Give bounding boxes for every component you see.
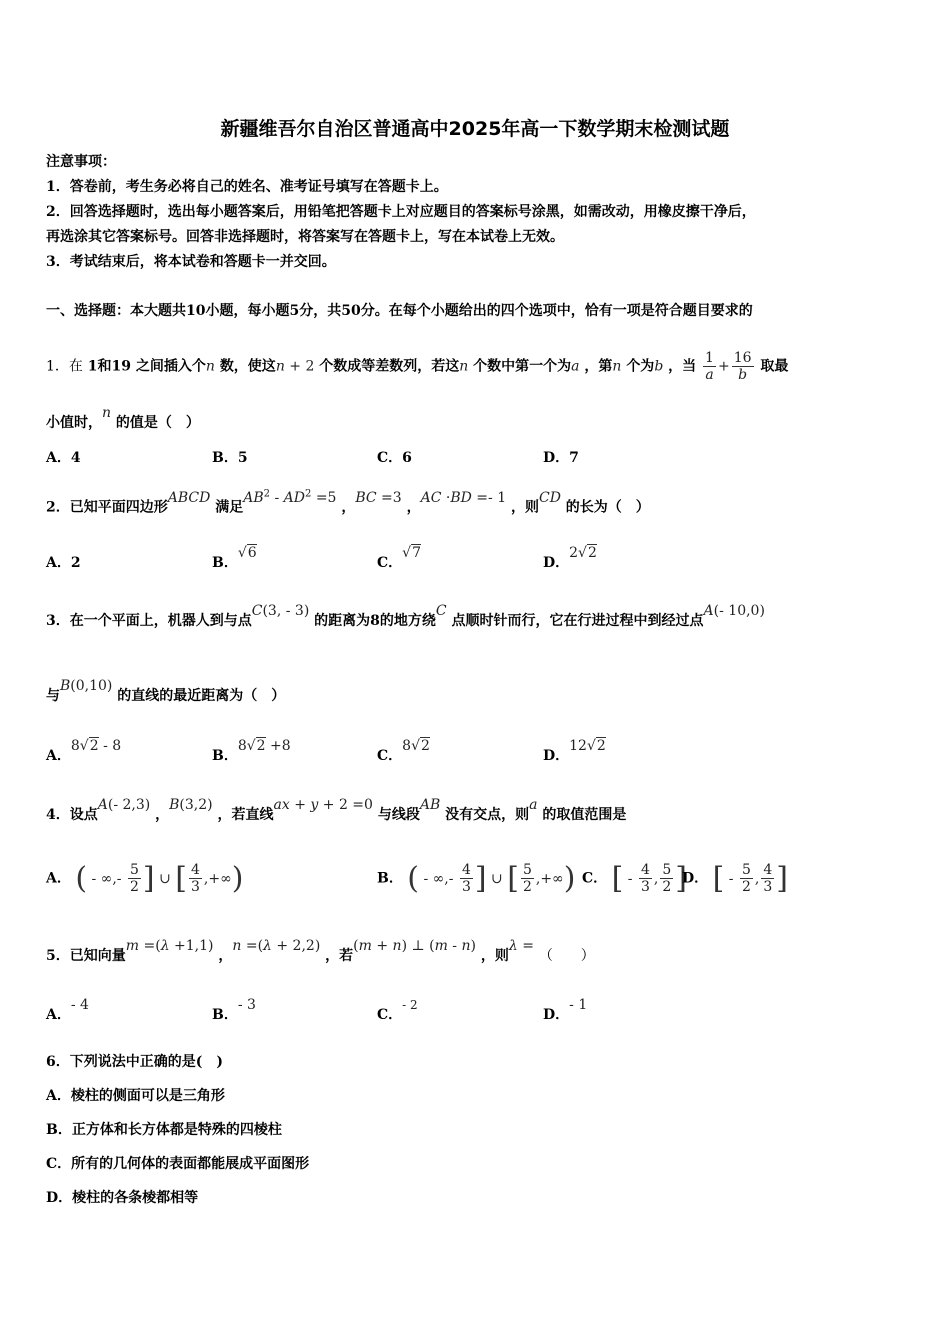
q3-text: 与 [46,688,60,704]
math-expr: [ - $\frac{4}{3}$ , $\frac{5}{2}$ ] [611,860,687,896]
q2-text: ， [341,499,356,516]
q1-text: ，第 [584,358,613,375]
question-4 [46,797,627,825]
option-value: - 3 [237,997,256,1013]
question-1-line-2 [46,405,200,433]
option-label: C． [377,555,403,571]
math-expr: n =(λ + 2,2) [232,938,321,954]
question-6: 6．下列说法中正确的是( ) [46,1054,223,1070]
option-d [682,862,788,895]
option-label: A． [46,870,71,887]
option-c [377,545,421,573]
option-a: A．2 [46,555,81,571]
math-expr: C(3, - 3) [251,603,310,619]
notice-item: 3．考试结束后，将本试卷和答题卡一并交回。 [46,254,336,270]
option-b [377,862,575,895]
option-label: A． [46,1007,71,1023]
math-expr: √7 [402,545,421,561]
q1-text: 个为 [626,358,655,375]
question-3-line-2 [46,678,286,706]
option-c [377,738,430,766]
math-expr: BC =3 [355,489,402,506]
math-expr: CD [538,489,561,506]
q3-text: 的地方绕 [379,613,436,629]
q5-text: ，则 [480,948,509,964]
option-c: C．6 [377,450,412,466]
q2-text: ，则 [510,499,539,516]
option-value: - 4 [70,997,89,1013]
option-label: B． [212,748,238,764]
question-1-line-1: 1．在 1和19 之间插入个n 数，使这n + 2 个数成等差数列，若这n 个数中第一个为a ，第n 个为b ，当 $\frac{1}{a}$ + $\frac{16}{b}$ 取最 [46,350,789,383]
q1-text: 数，使这 [219,358,276,375]
option-label: A． [46,748,71,764]
q4-text: 的取值范围是 [542,807,627,823]
math-expr: A(- 2,3) [97,797,151,813]
q4-text: 没有交点，则 [445,807,530,823]
math-var: a [571,358,580,375]
q1-text: 个数中第一个为 [473,358,572,375]
math-expr: ( - ∞,- $\frac{5}{2}$ ] ∪ [ $\frac{4}{3}$ ,+∞) [75,860,244,896]
math-var: n [205,358,215,375]
option-d [543,545,597,573]
option-value: - 2 [402,998,418,1012]
math-var: C [435,603,447,619]
option-label: C． [377,1007,403,1023]
math-expr: 8√2 - 8 [70,738,122,754]
option-b: B．5 [212,450,248,466]
q1-text: 小值时， [46,415,102,431]
option-d: D．棱柱的各条棱都相等 [46,1190,199,1206]
option-d: D．7 [543,450,579,466]
option-value: - 1 [569,997,588,1013]
q5-text: ，若 [325,948,354,964]
option-d [543,738,606,766]
q3-text: 的直线的最近距离为（ ） [117,688,286,704]
math-expr: B(3,2) [169,797,213,813]
math-expr: [ - $\frac{5}{2}$ , $\frac{4}{3}$ ] [712,860,788,896]
q5-text: ， [218,948,233,964]
q2-text: 2．已知平面四边形 [46,499,168,516]
q1-text: ，当 [668,358,697,375]
section-heading: 一、选择题：本大题共10小题，每小题5分，共50分。在每个小题给出的四个选项中，恰有一项是符合题目要求的 [46,303,753,319]
q4-text: 与线段 [377,807,420,823]
q4-text: ，若直线 [217,807,274,823]
q5-text: 5．已知向量 [46,948,126,964]
q1-text: 取最 [760,358,789,375]
q1-text: 的值是（ ） [115,415,200,431]
q4-text: 4．设点 [46,807,98,823]
math-fraction: $\frac{16}{b}$ [733,350,752,383]
option-label: B． [212,555,238,571]
notice-item: 1．答卷前，考生务必将自己的姓名、准考证号填写在答题卡上。 [46,179,448,195]
q5-text: （ ） [538,948,595,964]
option-label: D． [543,555,570,571]
math-expr: √6 [237,545,257,561]
math-expr: A(- 10,0) [703,603,765,619]
question-3-line-1 [46,603,765,631]
math-fraction: $\frac{1}{a}$ [705,350,714,383]
option-b [212,545,257,573]
option-c [377,998,418,1025]
q3-text: 8 [370,613,380,629]
option-label: C． [377,748,403,764]
q1-text: 个数成等差数列，若这 [319,358,460,375]
option-b [212,997,256,1025]
math-var: a [529,797,538,813]
notice-item: 再选涂其它答案标号。回答非选择题时，将答案写在答题卡上，写在本试卷上无效。 [46,229,564,245]
option-b [212,738,291,766]
option-d [543,997,588,1025]
math-expr: + 2 [284,358,315,375]
math-var: n [612,358,622,375]
page-title: 新疆维吾尔自治区普通高中2025年高一下数学期末检测试题 [220,118,730,140]
option-label: B． [212,1007,238,1023]
math-expr: m =(λ +1,1) [125,938,214,954]
math-expr: 2√2 [569,545,597,561]
q2-text: 满足 [215,499,244,516]
option-c [582,862,687,895]
option-a [46,862,243,895]
notice-item: 2．回答选择题时，选出每小题答案后，用铅笔把答题卡上对应题目的答案标号涂黑，如需改动，用橡皮擦干净后， [46,204,756,220]
option-b: B．正方体和长方体都是特殊的四棱柱 [46,1122,282,1138]
math-var: n [459,358,469,375]
question-2 [46,488,650,518]
math-var: n [102,405,112,421]
question-5 [46,938,595,966]
math-var: b [654,358,664,375]
math-expr: B(0,10) [60,678,113,694]
q2-text: 的长为（ ） [565,499,650,516]
math-expr: AB [419,797,441,813]
option-a: A．4 [46,450,81,466]
q3-text: 点顺时针而行，它在行进过程中到经过点 [451,613,704,629]
math-expr: λ = [508,938,534,954]
option-label: D． [543,748,570,764]
math-expr: ax + y + 2 =0 [273,797,373,813]
option-label: B． [377,870,403,887]
q3-text: 的距离为 [314,613,371,629]
math-expr: (m + n) ⊥ (m - n) [353,938,476,954]
option-a [46,997,89,1025]
option-label: C． [582,870,608,887]
math-expr: ( - ∞,- $\frac{4}{3}$ ] ∪ [ $\frac{5}{2}$ ,+∞) [407,860,576,896]
math-expr: AC ·BD =- 1 [420,489,507,506]
q4-text: ， [155,807,170,823]
q1-text: 1．在 [46,358,83,375]
option-label: D． [543,1007,570,1023]
math-expr: 8√2 +8 [237,738,291,754]
q3-text: 3．在一个平面上，机器人到与点 [46,613,252,629]
math-expr: 12√2 [569,738,606,754]
math-expr: 8√2 [402,738,430,754]
option-a [46,738,122,766]
q1-text: 之间插入个 [135,358,206,375]
math-expr: n [275,358,285,375]
math-expr: ABCD [167,489,211,506]
q1-text: 1和19 [87,358,132,375]
q2-text: ， [406,499,421,516]
option-c: C．所有的几何体的表面都能展成平面图形 [46,1156,310,1172]
notice-heading: 注意事项： [46,154,116,170]
option-a: A．棱柱的侧面可以是三角形 [46,1088,225,1104]
option-label: D． [682,870,709,887]
math-expr: $AB^2 - AD^2 =5$ [243,488,337,506]
